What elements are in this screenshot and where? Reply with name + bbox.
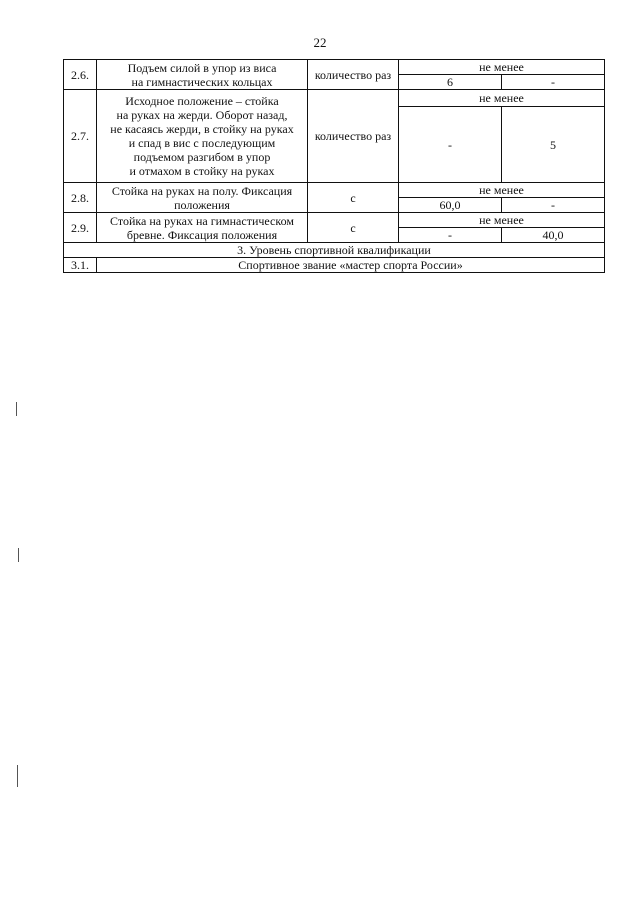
value-male: - (399, 107, 502, 183)
unit-cell: с (308, 213, 399, 243)
table-row (64, 60, 605, 75)
exercise-line: и спад в вис с последующим (128, 136, 276, 150)
norm-header: не менее (399, 90, 605, 107)
value-male: - (399, 228, 502, 243)
exercise-cell (97, 60, 308, 90)
exercise-line: не касаясь жерди, в стойку на руках (110, 122, 294, 136)
row-number: 2.7. (64, 90, 97, 183)
exercise-line: подъемом разгибом в упор (133, 150, 271, 164)
table-row (64, 183, 605, 198)
exercise-line: Подъем силой в упор из виса (127, 60, 277, 75)
row-number: 2.6. (64, 60, 97, 90)
value-male: 60,0 (399, 198, 502, 213)
norm-header: не менее (399, 213, 605, 228)
exercise-line: Стойка на руках на полу. Фиксация (111, 183, 293, 198)
norm-header: не менее (399, 60, 605, 75)
unit-cell: количество раз (308, 90, 399, 183)
norm-header: не менее (399, 183, 605, 198)
exercise-cell (97, 213, 308, 243)
scan-artifact (17, 765, 18, 787)
exercise-line: положения (174, 197, 230, 212)
page-number: 22 (313, 35, 327, 50)
row-number: 3.1. (64, 258, 97, 273)
value-female: - (502, 198, 605, 213)
exercise-cell (97, 90, 308, 183)
exercise-line: бревне. Фиксация положения (126, 227, 278, 242)
table-row (64, 258, 605, 273)
exercise-line: на гимнастических кольцах (131, 74, 273, 89)
scan-artifact (16, 402, 17, 416)
exercise-line: Стойка на руках на гимнастическом (110, 213, 294, 228)
scan-artifact (18, 548, 19, 562)
qualification-cell: Спортивное звание «мастер спорта России» (97, 258, 605, 273)
value-female: - (502, 75, 605, 90)
value-female: 5 (502, 107, 605, 183)
row-number: 2.8. (64, 183, 97, 213)
exercise-line: на руках на жерди. Оборот назад, (116, 108, 288, 122)
value-female: 40,0 (502, 228, 605, 243)
exercise-cell (97, 183, 308, 213)
table-row (64, 213, 605, 228)
unit-cell: количество раз (308, 60, 399, 90)
norms-table (63, 59, 605, 273)
exercise-line: Исходное положение – стойка (125, 94, 279, 108)
unit-cell: с (308, 183, 399, 213)
section-title: 3. Уровень спортивной квалификации (64, 243, 605, 258)
value-male: 6 (399, 75, 502, 90)
table-row (64, 90, 605, 107)
exercise-line: и отмахом в стойку на руках (129, 164, 275, 178)
section-header-row (64, 243, 605, 258)
row-number: 2.9. (64, 213, 97, 243)
